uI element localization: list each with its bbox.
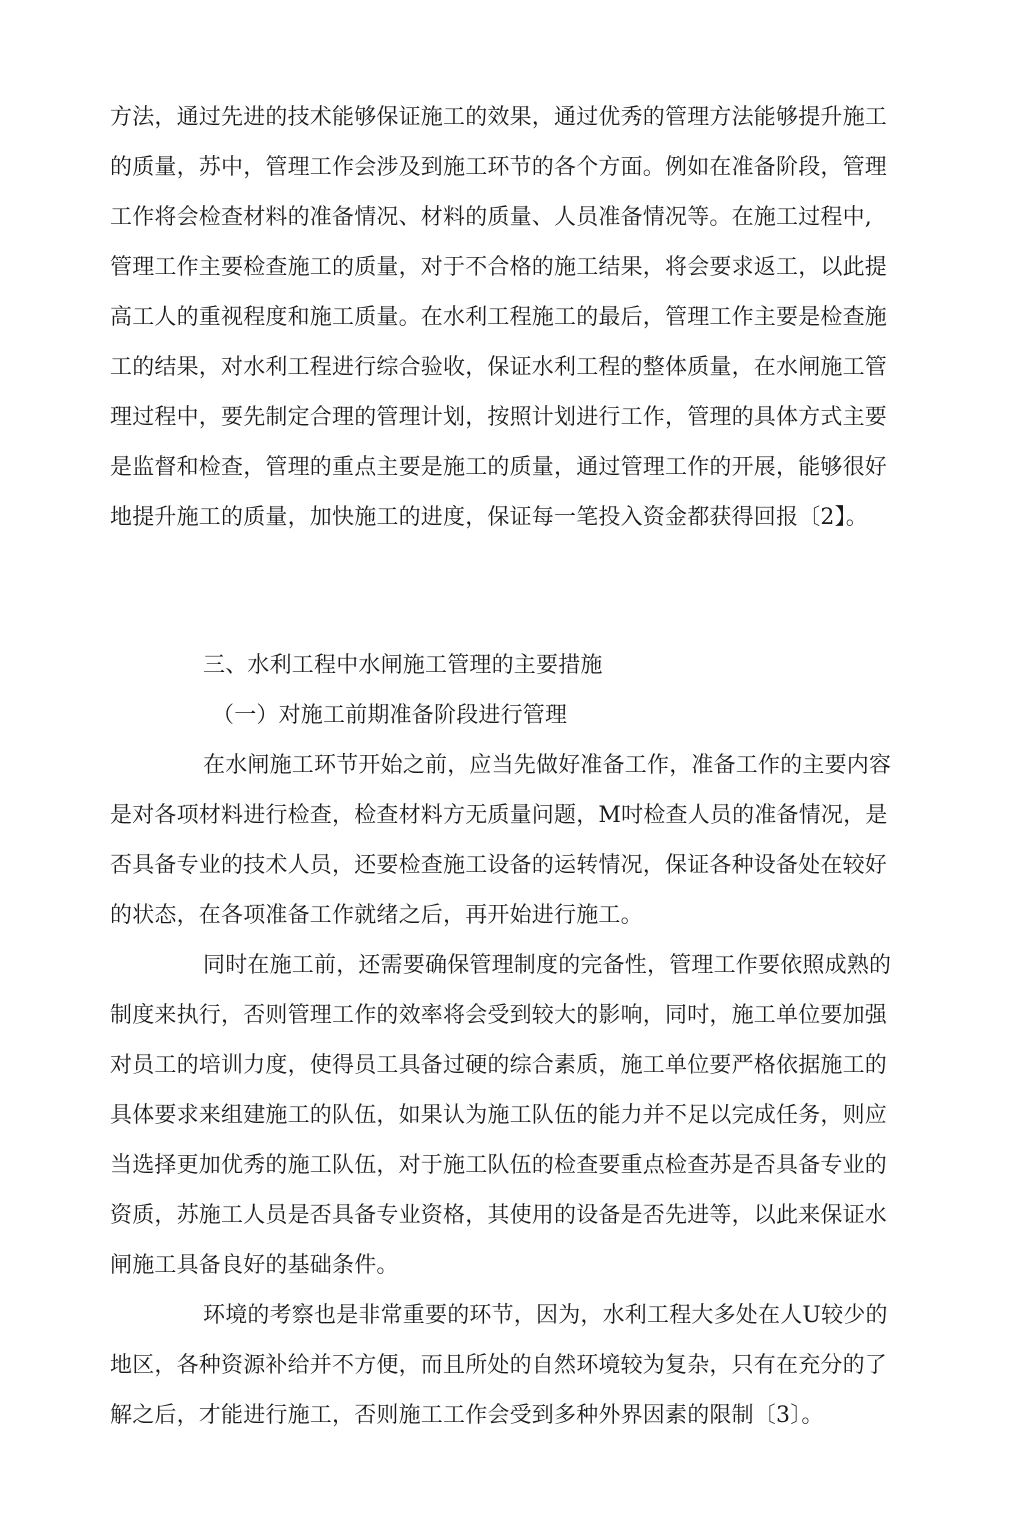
text-line: 地提升施工的质量，加快施工的进度，保证每一笔投入资金都获得回报〔2】。: [110, 505, 868, 530]
text-line: 环境的考察也是非常重要的环节，因为，水利工程大多处在人U较少的: [203, 1303, 888, 1328]
text-line: 理过程中，要先制定合理的管理计划，按照计划进行工作，管理的具体方式主要: [110, 405, 888, 430]
text-line: 制度来执行，否则管理工作的效率将会受到较大的影响，同吋，施工单位要加强: [110, 1003, 888, 1028]
text-line: 同时在施工前，还需要确保管理制度的完备性，管理工作要依照成熟的: [203, 953, 892, 978]
text-line: 地区，各种资源补给并不方便，而且所处的自然环境较为复杂，只有在充分的了: [110, 1353, 888, 1378]
text-line: 闸施工具备良好的基础条件。: [110, 1253, 399, 1278]
text-line: 是监督和检查，管理的重点主要是施工的质量，通过管理工作的开展，能够很好: [110, 455, 888, 480]
text-line: 工作将会检查材料的准备情况、材料的质量、人员准备情况等。在施工过程中,: [110, 205, 872, 230]
text-line: 管理工作主要检查施工的质量，对于不合格的施工结果，将会要求返工，以此提: [110, 255, 888, 280]
text-line: 解之后，才能进行施工，否则施工工作会受到多种外界因素的限制〔3〕。: [110, 1403, 824, 1428]
subsection-heading: （一）对施工前期准备阶段进行管理: [212, 703, 568, 728]
text-line: 方法，通过先进的技术能够保证施工的效果，通过优秀的管理方法能够提升施工: [110, 105, 888, 130]
section-heading: 三、水利工程中水闸施工管理的主要措施: [203, 653, 603, 678]
text-line: 当选择更加优秀的施工队伍，对于施工队伍的检查要重点检查苏是否具备专业的: [110, 1153, 888, 1178]
text-line: 否具备专业的技术人员，还要检查施工设备的运转情况，保证各种设备处在较好: [110, 853, 888, 878]
text-line: 资质，苏施工人员是否具备专业资格，其使用的设备是否先进等，以此来保证水: [110, 1203, 888, 1228]
text-line: 的状态，在各项准备工作就绪之后，再开始进行施工。: [110, 903, 643, 928]
text-line: 在水闸施工环节开始之前，应当先做好准备工作，准备工作的主要内容: [203, 753, 892, 778]
text-line: 具体要求来组建施工的队伍，如果认为施工队伍的能力并不足以完成任务，则应: [110, 1103, 888, 1128]
text-line: 是对各项材料进行检查，检查材料方无质量问题，M吋检查人员的准备情况，是: [110, 803, 888, 828]
text-line: 的质量，苏中，管理工作会涉及到施工环节的各个方面。例如在准备阶段，管理: [110, 155, 888, 180]
text-line: 高工人的重视程度和施工质量。在水利工程施工的最后，管理工作主要是检查施: [110, 305, 888, 330]
text-line: 工的结果，对水利工程进行综合验收，保证水利工程的整体质量，在水闸施工管: [110, 355, 888, 380]
text-line: 对员工的培训力度，使得员工具备过硬的综合素质，施工单位要严格依据施工的: [110, 1053, 888, 1078]
